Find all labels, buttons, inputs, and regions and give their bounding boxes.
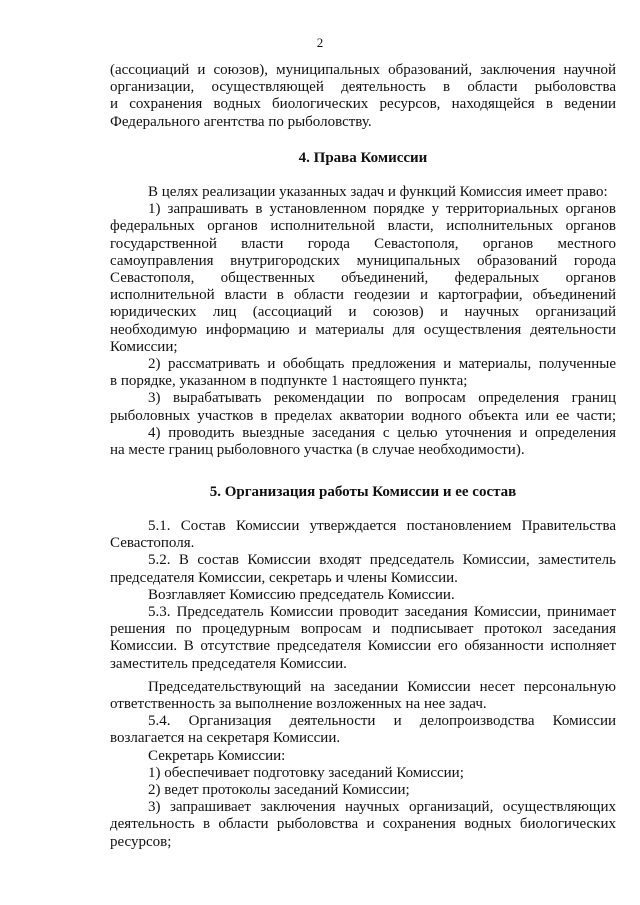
text-line: 2) рассматривать и обобщать предложения и материалы, полученные [148,356,616,373]
text-line: 5.1. Состав Комиссии утверждается постановлением Правительства [148,518,616,534]
text-line: федеральных органов исполнительной власти, исполнительных органов [110,218,616,235]
text-line: на месте границ рыболовного участка (в случае необходимости). [110,442,525,459]
text-line: председателя Комиссии, секретарь и члены Комиссии. [110,569,458,586]
text-line: (ассоциаций и союзов), муниципальных образований, заключения научной [110,62,616,78]
text-line: Комиссии. В отсутствие председателя Комиссии его обязанности исполняет [110,638,616,655]
text-line: 1) обеспечивает подготовку заседаний Комиссии; [148,764,464,781]
text-line: ресурсов; [110,833,172,850]
text-line: 4) проводить выездные заседания с целью уточнения и определения [148,424,616,441]
text-line: 5.4. Организация деятельности и делопроизводства Комиссии [148,713,616,730]
text-line: необходимую информацию и материалы для осуществления деятельности [110,321,616,338]
text-line: Севастополя. [110,535,195,552]
section-4-title: 4. Права Комиссии [298,150,428,166]
section-5-body [110,518,616,851]
text-line: исполнительной власти в области геодезии и картографии, объединений [110,287,616,304]
text-line: организации, осуществляющей деятельность в области рыболовства [110,79,616,96]
text-line: Секретарь Комиссии: [148,747,286,764]
text-line: 5.2. В состав Комиссии входят председатель Комиссии, заместитель [148,552,616,569]
text-line: решения по процедурным вопросам и подписывает протокол заседания [110,621,616,638]
text-line: В целях реализации указанных задач и функций Комиссия имеет право: [148,184,608,200]
section-5-title: 5. Организация работы Комиссии и ее состав [209,484,517,500]
text-line: Севастополя, общественных объединений, федеральных органов [110,270,616,287]
text-line: Комиссии; [110,338,178,355]
text-line: государственной власти города Севастополя, органов местного [110,235,616,252]
text-line: и сохранения водных биологических ресурсов, находящейся в ведении [110,96,616,113]
text-line: самоуправления внутригородских муниципальных образований города [110,252,616,269]
text-line: рыболовных участков в пределах акватории водного объекта или ее части; [110,407,616,424]
page-number: 2 [316,35,324,50]
text-line: Возглавляет Комиссию председатель Комиссии. [148,586,455,603]
text-line: 3) вырабатывать рекомендации по вопросам определения границ [148,390,616,407]
text-line: ответственность за выполнение возложенных на нее задач. [110,696,487,713]
text-line: деятельность в области рыболовства и сохранения водных биологических [110,816,616,833]
text-line: в порядке, указанном в подпункте 1 настоящего пункта; [110,373,468,390]
text-line: 5.3. Председатель Комиссии проводит заседания Комиссии, принимает [148,604,616,621]
text-line: 3) запрашивает заключения научных организаций, осуществляющих [148,799,616,816]
section-4-body [110,184,616,459]
text-line: Председательствующий на заседании Комиссии несет персональную [148,678,616,695]
text-line: Федерального агентства по рыболовству. [110,113,372,130]
intro-paragraph [110,62,616,131]
text-line: заместитель председателя Комиссии. [110,655,347,672]
text-line: юридических лиц (ассоциаций и союзов) и научных организаций [110,304,616,321]
text-line: 2) ведет протоколы заседаний Комиссии; [148,782,410,799]
text-line: 1) запрашивать в установленном порядке у территориальных органов [148,201,616,218]
text-line: возлагается на секретаря Комиссии. [110,730,341,747]
